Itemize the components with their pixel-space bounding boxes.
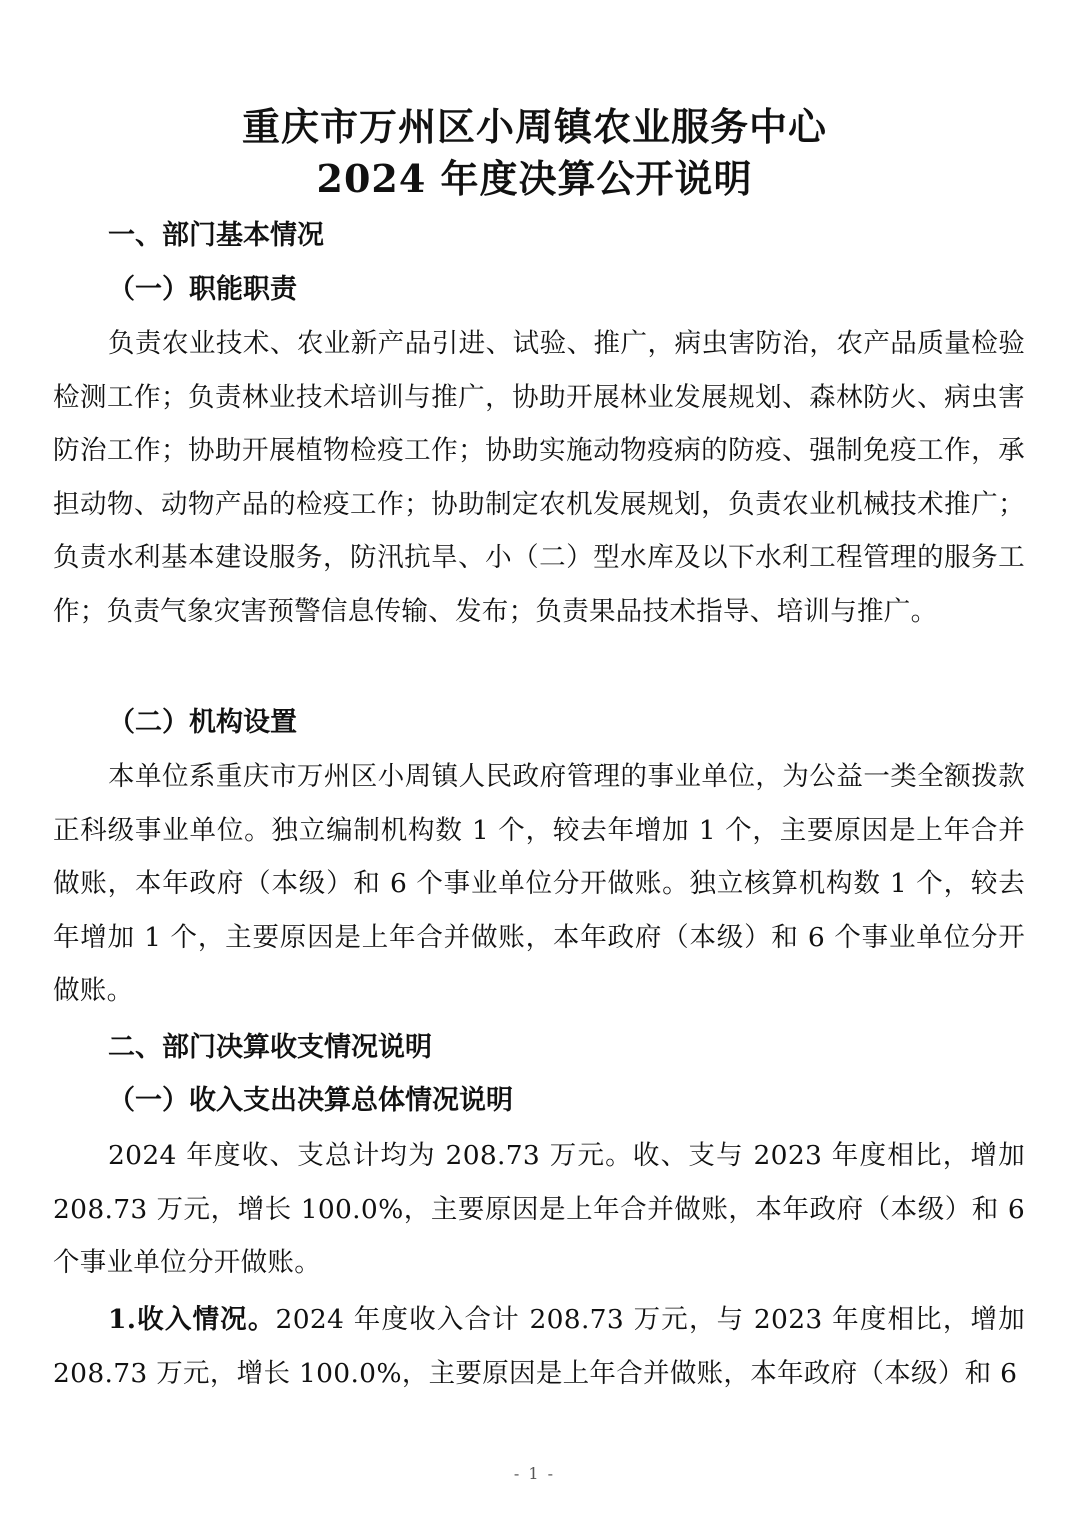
section2-heading: 二、部门决算收支情况说明 (108, 1032, 432, 1063)
organization-paragraph: 本单位系重庆市万州区小周镇人民政府管理的事业单位，为公益一类全额拨款正科级事业单位。独立编制机构数 1 个，较去年增加 1 个，主要原因是上年合并做账，本年政府（本级）和 6 个事业单位分开做账。独立核算机构数 1 个，较去年增加 1 个，主要原因是上年合并做账，本年政府（本级）和 6 个事业单位分开做账。 (53, 761, 1025, 1006)
overall-paragraph: 2024 年度收、支总计均为 208.73 万元。收、支与 2023 年度相比，增加 208.73 万元，增长 100.0%，主要原因是上年合并做账，本年政府（本级）和 6 个事业单位分开做账。 (53, 1140, 1025, 1278)
document-title-line2: 2024 年度决算公开说明 (316, 156, 753, 201)
page-number: - 1 - (513, 1464, 556, 1483)
document-title-line1: 重庆市万州区小周镇农业服务中心 (241, 104, 827, 149)
income-paragraph (53, 1293, 1025, 1400)
income-text: 2024 年度收入合计 208.73 万元，与 2023 年度相比，增加 208.73 万元，增长 100.0%，主要原因是上年合并做账，本年政府（本级）和 6 (53, 1304, 1026, 1389)
section2-sub1-heading: （一）收入支出决算总体情况说明 (108, 1085, 513, 1116)
income-lead: 1.收入情况。 (108, 1304, 276, 1335)
section1-sub1-heading: （一）职能职责 (108, 274, 297, 305)
duties-paragraph: 负责农业技术、农业新产品引进、试验、推广，病虫害防治，农产品质量检验检测工作；负责林业技术培训与推广，协助开展林业发展规划、森林防火、病虫害防治工作；协助开展植物检疫工作；协助实施动物疫病的防疫、强制免疫工作，承担动物、动物产品的检疫工作；协助制定农机发展规划，负责农业机械技术推广；负责水利基本建设服务，防汛抗旱、小（二）型水库及以下水利工程管理的服务工作；负责气象灾害预警信息传输、发布；负责果品技术指导、培训与推广。 (53, 328, 1025, 627)
section1-sub2-heading: （二）机构设置 (108, 707, 297, 738)
section1-heading: 一、部门基本情况 (108, 220, 324, 251)
